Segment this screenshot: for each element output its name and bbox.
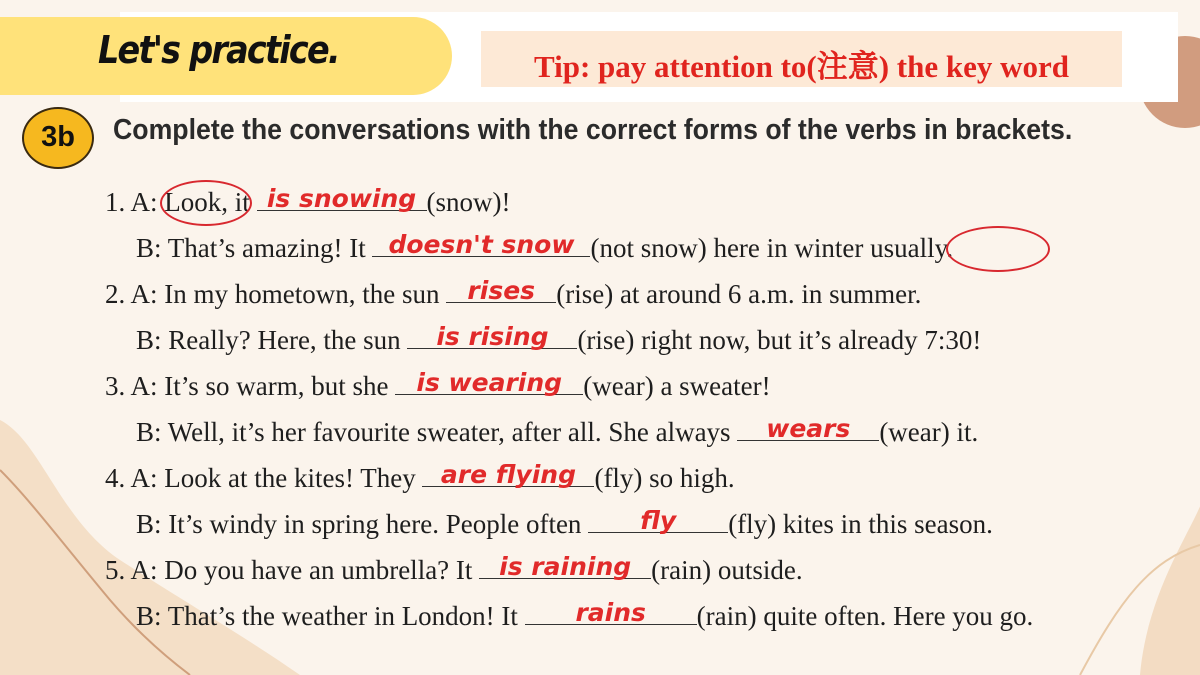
- line-text: B: Well, it’s her favourite sweater, after all. She always: [136, 417, 738, 447]
- page-title: Let's practice.: [98, 28, 339, 72]
- line-text: (fly) so high.: [594, 463, 735, 493]
- line-text: (rain) quite often. Here you go.: [696, 601, 1034, 631]
- line-text: (not snow) here in winter usually.: [590, 233, 954, 263]
- answer-blank: [525, 600, 697, 625]
- answer-blank: [588, 508, 728, 533]
- answer-text: doesn't snow: [388, 230, 575, 259]
- exercise-line-3: [105, 278, 921, 310]
- answer-text: are flying: [440, 460, 576, 489]
- answer-blank: [395, 370, 583, 395]
- answer-text: is rising: [436, 322, 549, 351]
- line-text: 5. A: Do you have an umbrella? It: [105, 555, 480, 585]
- line-text: (wear) it.: [879, 417, 979, 447]
- line-text: 2. A: In my hometown, the sun: [105, 279, 447, 309]
- answer-text: fly: [640, 506, 677, 535]
- line-text: (fly) kites in this season.: [728, 509, 993, 539]
- keyword-circle-look: [160, 180, 252, 226]
- exercise-instruction: Complete the conversations with the correct forms of the verbs in brackets.: [113, 114, 1073, 146]
- exercise-badge: 3b: [22, 107, 94, 169]
- answer-blank: [479, 554, 651, 579]
- answer-blank: [257, 186, 427, 211]
- answer-text: is wearing: [416, 368, 563, 397]
- exercise-line-4: [136, 324, 981, 356]
- answer-text: rises: [467, 276, 536, 305]
- exercise-line-9: [105, 554, 803, 586]
- line-text: 4. A: Look at the kites! They: [105, 463, 423, 493]
- answer-text: is snowing: [266, 184, 417, 213]
- line-text: B: That’s amazing! It: [136, 233, 373, 263]
- answer-blank: [372, 232, 590, 257]
- line-text: 1. A: Look, it: [105, 187, 257, 217]
- answer-blank: [422, 462, 594, 487]
- answer-blank: [737, 416, 879, 441]
- keyword-circle-usually: [946, 226, 1050, 272]
- answer-blank: [407, 324, 577, 349]
- line-text: 3. A: It’s so warm, but she: [105, 371, 396, 401]
- answer-text: rains: [575, 598, 646, 627]
- line-text: B: That’s the weather in London! It: [136, 601, 525, 631]
- exercise-line-10: [136, 600, 1033, 632]
- line-text: (rise) right now, but it’s already 7:30!: [577, 325, 982, 355]
- answer-text: wears: [766, 414, 851, 443]
- answer-text: is raining: [499, 552, 632, 581]
- line-text: B: It’s windy in spring here. People often: [136, 509, 589, 539]
- line-text: (rain) outside.: [651, 555, 803, 585]
- exercise-line-7: [105, 462, 735, 494]
- line-text: (rise) at around 6 a.m. in summer.: [556, 279, 922, 309]
- exercise-line-5: [105, 370, 771, 402]
- tip-box: [481, 31, 1122, 87]
- exercise-line-2: [136, 232, 953, 264]
- tip-text: Tip: pay attention to(注意) the key word: [533, 49, 1070, 84]
- answer-blank: [446, 278, 556, 303]
- line-text: (snow)!: [426, 187, 511, 217]
- exercise-line-8: [136, 508, 993, 540]
- line-text: (wear) a sweater!: [583, 371, 771, 401]
- exercise-line-6: [136, 416, 978, 448]
- line-text: B: Really? Here, the sun: [136, 325, 408, 355]
